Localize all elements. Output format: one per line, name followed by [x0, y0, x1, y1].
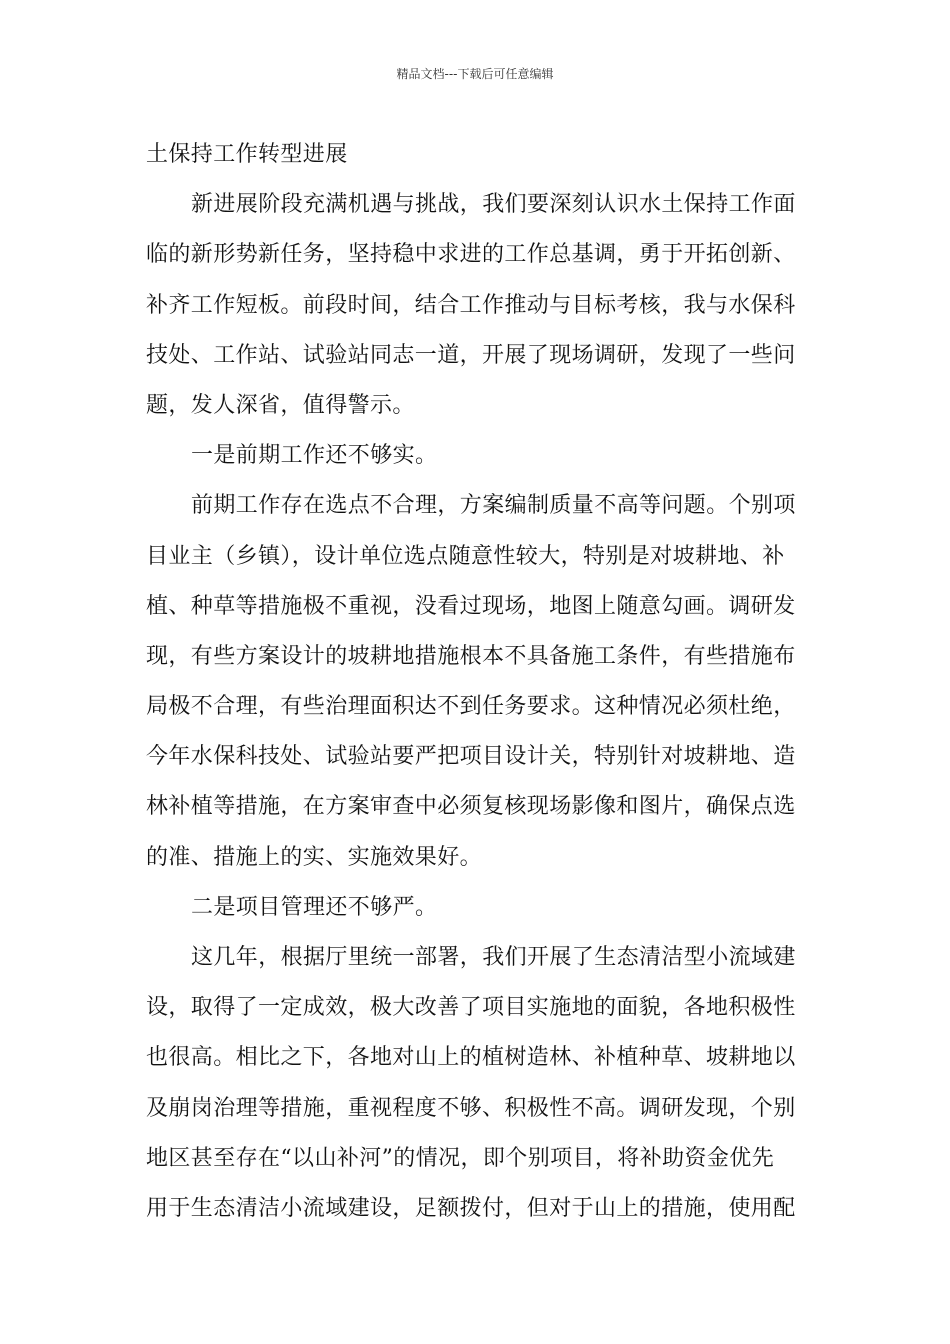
text-line: 一是前期工作还不够实。 [191, 443, 438, 469]
text-line: 补齐工作短板。前段时间，结合工作推动与目标考核，我与水保科 [146, 292, 796, 318]
text-line: 及崩岗治理等措施，重视程度不够、积极性不高。调研发现，个别 [146, 1095, 796, 1121]
text-line: 局极不合理，有些治理面积达不到任务要求。这种情况必须杜绝， [146, 694, 796, 720]
text-line-title: 土保持工作转型进展 [146, 142, 348, 167]
text-line: 前期工作存在选点不合理，方案编制质量不高等问题。个别项 [191, 493, 796, 519]
text-line: 二是项目管理还不够严。 [191, 894, 438, 920]
text-line: 目业主（乡镇），设计单位选点随意性较大，特别是对坡耕地、补 [146, 543, 785, 569]
text-line: 的准、措施上的实、实施效果好。 [146, 844, 483, 870]
text-line: 技处、工作站、试验站同志一道，开展了现场调研，发现了一些问 [146, 342, 796, 368]
text-line: 地区甚至存在“以山补河”的情况，即个别项目，将补助资金优先 [146, 1145, 775, 1171]
text-line: 现，有些方案设计的坡耕地措施根本不具备施工条件，有些措施布 [146, 643, 796, 669]
text-line: 新进展阶段充满机遇与挑战，我们要深刻认识水土保持工作面 [191, 192, 796, 218]
text-line: 设，取得了一定成效，极大改善了项目实施地的面貌，各地积极性 [146, 995, 796, 1021]
text-line: 也很高。相比之下，各地对山上的植树造林、补植种草、坡耕地以 [146, 1045, 796, 1071]
text-line: 林补植等措施，在方案审查中必须复核现场影像和图片，确保点选 [146, 794, 796, 820]
text-line: 植、种草等措施极不重视，没看过现场，地图上随意勾画。调研发 [146, 593, 796, 619]
body-text [146, 130, 806, 1234]
text-line: 今年水保科技处、试验站要严把项目设计关，特别针对坡耕地、造 [146, 744, 796, 770]
text-line: 用于生态清洁小流域建设，足额拨付，但对于山上的措施，使用配 [146, 1195, 796, 1221]
page-header: 精品文档---下载后可任意编辑 [396, 67, 554, 81]
text-line: 这几年，根据厅里统一部署，我们开展了生态清洁型小流域建 [191, 945, 796, 970]
text-line: 题，发人深省，值得警示。 [146, 392, 415, 418]
text-line: 临的新形势新任务，坚持稳中求进的工作总基调，勇于开拓创新、 [146, 242, 796, 268]
